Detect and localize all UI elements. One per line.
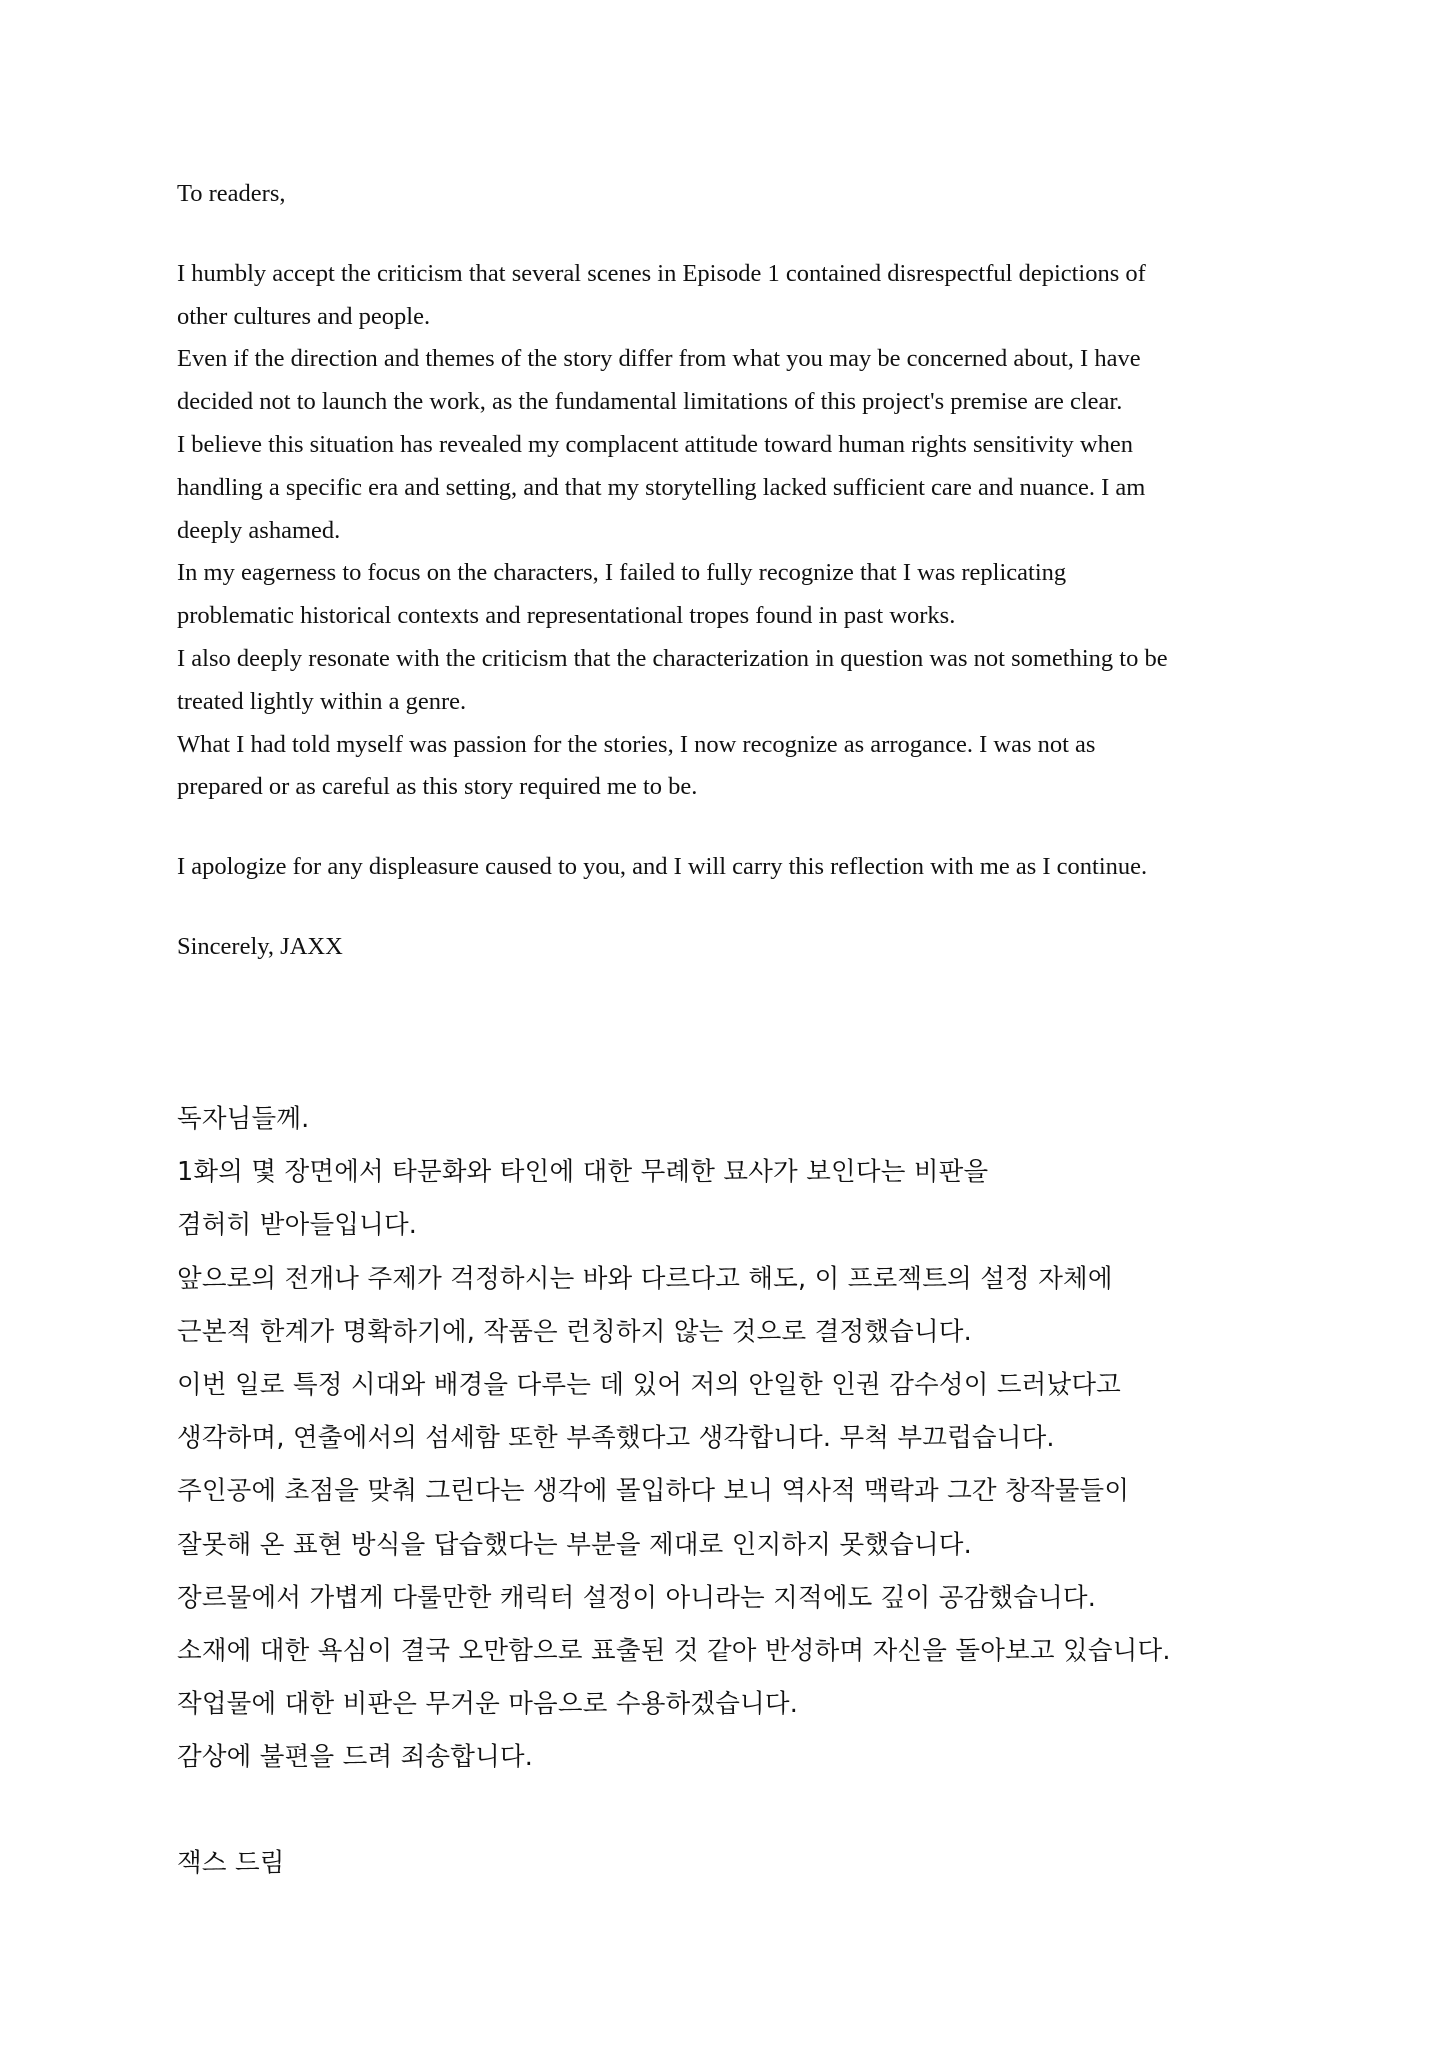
korean-body-line: 앞으로의 전개나 주제가 걱정하시는 바와 다르다고 해도, 이 프로젝트의 설정 자체에 <box>177 1263 1113 1294</box>
korean-body-line: 근본적 한계가 명확하기에, 작품은 런칭하지 않는 것으로 결정했습니다. <box>177 1316 972 1347</box>
korean-body-line: 소재에 대한 욕심이 결국 오만함으로 표출된 것 같아 반성하며 자신을 돌아보고 있습니다. <box>177 1636 1171 1667</box>
paragraph-gap <box>177 889 1317 926</box>
korean-body-line: 이번 일로 특정 시대와 배경을 다루는 데 있어 저의 안일한 인권 감수성이 드러났다고 <box>177 1370 1121 1401</box>
korean-body-line: 겸허히 받아들입니다. <box>177 1210 418 1241</box>
english-body-line: other cultures and people. <box>177 302 431 330</box>
english-body <box>177 253 1317 809</box>
paragraph-gap <box>177 809 1317 846</box>
korean-signoff: 잭스 드림 <box>177 1847 285 1878</box>
english-body-line: handling a specific era and setting, and that my storytelling lacked sufficient care and nuance. I am <box>177 473 1146 501</box>
korean-body-line: 1화의 몇 장면에서 타문화와 타인에 대한 무례한 묘사가 보인다는 비판을 <box>177 1157 989 1188</box>
english-body-line: decided not to launch the work, as the fundamental limitations of this project's premise are clear. <box>177 388 1123 416</box>
paragraph-gap <box>177 1785 1317 1837</box>
english-body-line: deeply ashamed. <box>177 516 341 544</box>
korean-greeting: 독자님들께. <box>177 1104 310 1134</box>
korean-body-line: 잘못해 온 표현 방식을 답습했다는 부분을 제대로 인지하지 못했습니다. <box>177 1529 972 1560</box>
korean-body <box>177 1146 1317 1784</box>
korean-body-line: 주인공에 초점을 맞춰 그린다는 생각에 몰입하다 보니 역사적 맥락과 그간 창작물들이 <box>177 1476 1130 1507</box>
english-body-line: prepared or as careful as this story required me to be. <box>177 773 698 801</box>
paragraph-gap <box>177 216 1317 253</box>
english-body-line: I believe this situation has revealed my complacent attitude toward human rights sensitivity when <box>177 430 1133 458</box>
english-greeting: To readers, <box>177 180 286 207</box>
english-apology: I apologize for any displeasure caused to you, and I will carry this reflection with me as I continue. <box>177 853 1148 881</box>
korean-body-line: 장르물에서 가볍게 다룰만한 캐릭터 설정이 아니라는 지적에도 깊이 공감했습니다. <box>177 1582 1097 1613</box>
english-body-line: I humbly accept the criticism that several scenes in Episode 1 contained disrespectful depictions of <box>177 259 1146 287</box>
english-body-line: In my eagerness to focus on the characters, I failed to fully recognize that I was replicating <box>177 559 1067 587</box>
korean-body-line: 작업물에 대한 비판은 무거운 마음으로 수용하겠습니다. <box>177 1689 798 1720</box>
english-body-line: Even if the direction and themes of the story differ from what you may be concerned about, I have <box>177 345 1141 373</box>
korean-letter <box>177 1093 1317 1890</box>
english-letter <box>177 173 1317 969</box>
english-body-line: I also deeply resonate with the criticism that the characterization in question was not something to be <box>177 644 1168 672</box>
english-signoff: Sincerely, JAXX <box>177 932 343 960</box>
english-body-line: problematic historical contexts and representational tropes found in past works. <box>177 602 956 630</box>
english-body-line: treated lightly within a genre. <box>177 687 467 715</box>
english-body-line: What I had told myself was passion for the stories, I now recognize as arrogance. I was not as <box>177 730 1096 758</box>
korean-body-line: 생각하며, 연출에서의 섬세함 또한 부족했다고 생각합니다. 무척 부끄럽습니다. <box>177 1423 1055 1454</box>
korean-body-line: 감상에 불편을 드려 죄송합니다. <box>177 1742 534 1773</box>
